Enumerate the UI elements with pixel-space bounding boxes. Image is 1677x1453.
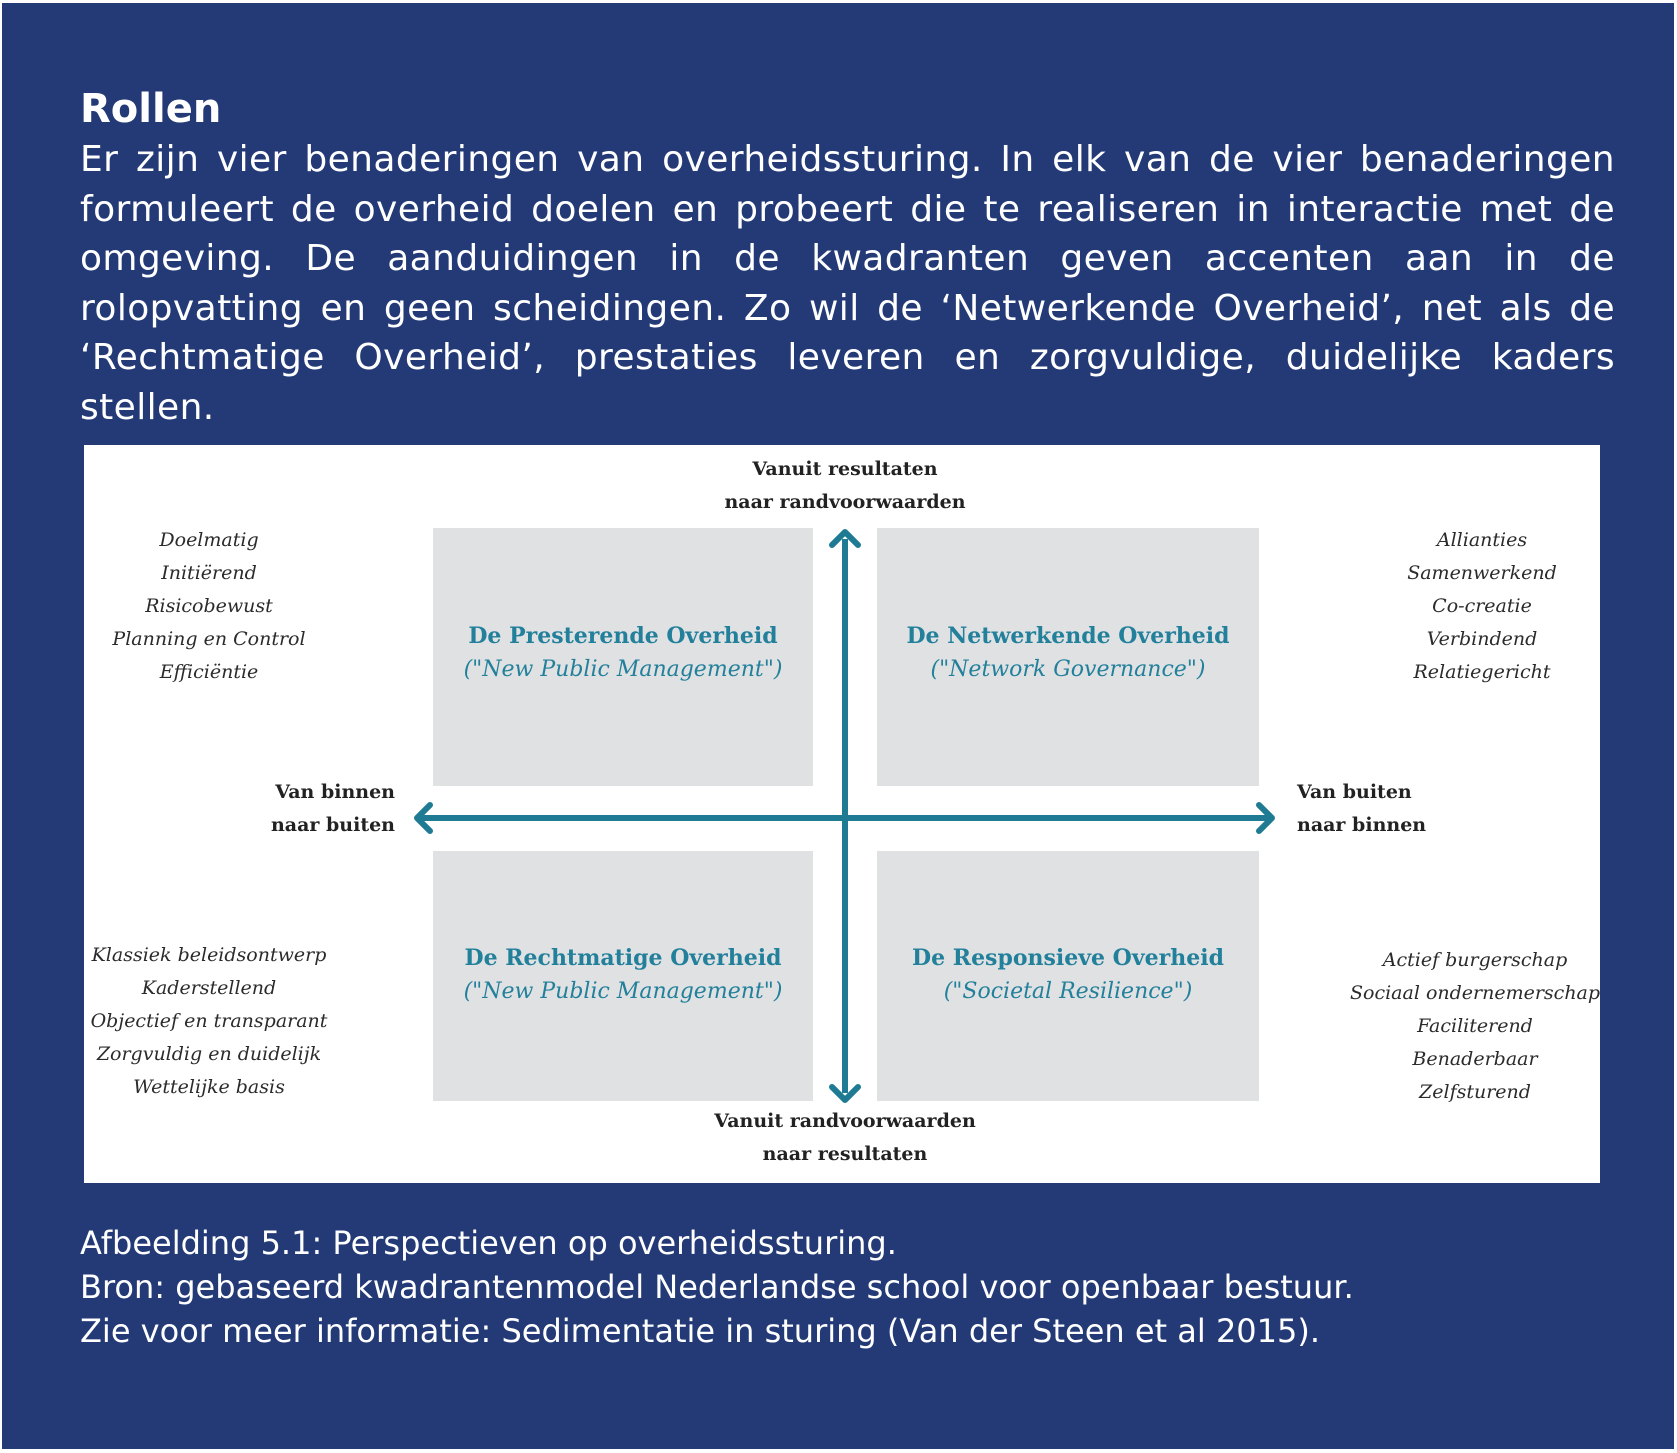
axis-label-line: naar buiten [270, 814, 395, 836]
trait-item: Relatiegericht [1413, 661, 1551, 683]
traits-bottom-left [84, 939, 334, 1104]
intro-paragraph: Er zijn vier benaderingen van overheidssturing. In elk van de vier benaderingen formuleert de overheid doelen en probeert die te realiseren in interactie met de omgeving. De aanduidingen in de kwadranten geven accenten aan in de rolopvatting en geen scheidingen. Zo wil de ‘Netwerkende Overheid’, net als de ‘Rechtmatige Overheid’, prestaties leveren en zorgvuldige, duidelijke kaders stellen. [80, 139, 1615, 428]
traits-top-left [84, 524, 334, 689]
caption-line: Bron: gebaseerd kwadrantenmodel Nederlandse school voor openbaar bestuur. [80, 1268, 1354, 1306]
axis-label-right [1297, 776, 1517, 842]
trait-item: Zelfsturend [1419, 1081, 1531, 1103]
trait-item: Klassiek beleidsontwerp [91, 944, 327, 966]
axis-label-line: Vanuit randvoorwaarden [714, 1110, 976, 1132]
axis-label-line: Van buiten [1297, 781, 1412, 803]
quadrant-subtitle: ("Societal Resilience") [943, 979, 1193, 1004]
trait-item: Objectief en transparant [90, 1010, 328, 1032]
figure-caption [80, 1221, 1354, 1353]
trait-item: Kaderstellend [141, 977, 277, 999]
trait-item: Initiërend [161, 562, 257, 584]
axis-label-line: Vanuit resultaten [752, 458, 938, 480]
trait-item: Benaderbaar [1412, 1048, 1538, 1070]
trait-item: Co-creatie [1432, 595, 1532, 617]
axis-label-line: naar binnen [1297, 814, 1427, 836]
trait-item: Verbindend [1426, 628, 1538, 650]
section-heading: Rollen [80, 86, 222, 132]
axis-label-left [184, 776, 395, 842]
trait-item: Zorgvuldig en duidelijk [96, 1043, 322, 1065]
caption-line: Zie voor meer informatie: Sedimentatie in sturing (Van der Steen et al 2015). [80, 1312, 1321, 1350]
axis-label-line: naar randvoorwaarden [724, 491, 966, 513]
trait-item: Faciliterend [1417, 1015, 1533, 1037]
caption-line: Afbeelding 5.1: Perspectieven op overheidssturing. [80, 1224, 897, 1262]
quadrant-title: De Netwerkende Overheid [906, 623, 1230, 649]
trait-item: Actief burgerschap [1382, 949, 1568, 971]
trait-item: Wettelijke basis [133, 1076, 285, 1098]
quadrant-title: De Rechtmatige Overheid [464, 945, 782, 971]
traits-bottom-right [1350, 944, 1600, 1109]
trait-item: Sociaal ondernemerschap [1350, 982, 1601, 1004]
quadrant-subtitle: ("Network Governance") [930, 657, 1206, 682]
traits-top-right [1357, 524, 1607, 689]
axis-label-bottom [645, 1105, 1045, 1171]
trait-item: Allianties [1436, 529, 1528, 551]
quadrant-subtitle: ("New Public Management") [463, 979, 783, 1004]
quadrant-subtitle: ("New Public Management") [463, 657, 783, 682]
axis-label-line: Van binnen [275, 781, 395, 803]
axis-label-top [645, 453, 1045, 519]
info-panel [2, 3, 1674, 1449]
trait-item: Planning en Control [112, 628, 306, 650]
quadrant-title: De Responsieve Overheid [912, 945, 1224, 971]
axis-label-line: naar resultaten [762, 1143, 928, 1165]
quadrant-diagram [84, 445, 1600, 1183]
trait-item: Doelmatig [159, 529, 259, 551]
quadrant-title: De Presterende Overheid [468, 623, 778, 649]
trait-item: Samenwerkend [1407, 562, 1557, 584]
trait-item: Efficiëntie [159, 661, 259, 683]
trait-item: Risicobewust [145, 595, 273, 617]
